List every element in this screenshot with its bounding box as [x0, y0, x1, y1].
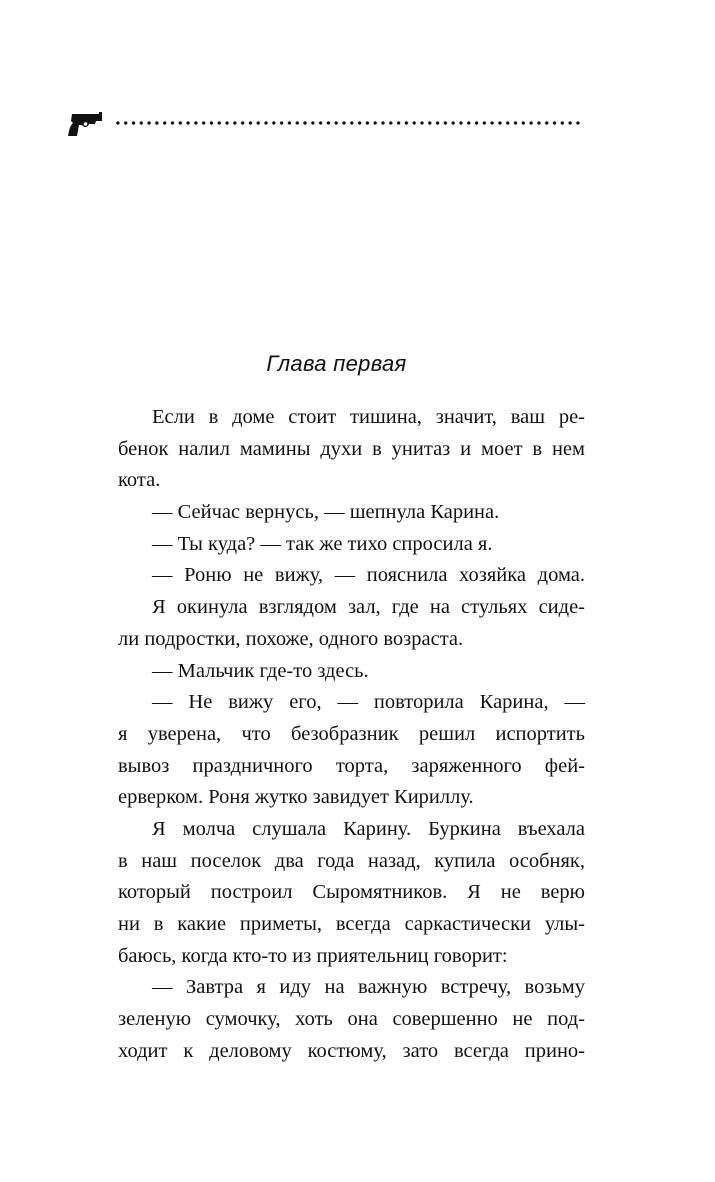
text-line: — Завтра я иду на важную встречу, возьму	[152, 976, 585, 999]
text-line: баюсь, когда кто-то из приятельниц говорит:	[118, 944, 508, 967]
text-line: — Сейчас вернусь, — шепнула Карина.	[152, 501, 500, 524]
text-line: кота.	[118, 469, 161, 492]
text-line: — Ты куда? — так же тихо спросила я.	[152, 532, 493, 555]
text-line: ходит к деловому костюму, зато всегда прино-	[118, 1039, 585, 1062]
text-line: зеленую сумочку, хоть она совершенно не под-	[118, 1008, 585, 1031]
dotted-rule	[114, 121, 582, 125]
chapter-title: Глава первая	[266, 351, 407, 376]
text-line: вывоз праздничного торта, заряженного фей-	[118, 754, 585, 777]
revolver-icon	[66, 112, 106, 140]
text-line: — Мальчик где-то здесь.	[152, 659, 369, 682]
text-line: Если в доме стоит тишина, значит, ваш ре-	[152, 406, 585, 428]
text-line: Я молча слушала Карину. Буркина въехала	[152, 817, 585, 840]
text-line: — Роню не вижу, — пояснила хозяйка дома.	[152, 564, 585, 587]
text-line: который построил Сыромятников. Я не верю	[118, 881, 585, 904]
text-line: ерверком. Роня жутко завидует Кириллу.	[118, 786, 474, 809]
header-rule	[66, 112, 586, 140]
text-line: бенок налил мамины духи в унитаз и моет в нем	[118, 437, 585, 460]
text-line: в наш поселок два года назад, купила особняк,	[118, 849, 585, 872]
text-line: ли подростки, похоже, одного возраста.	[118, 627, 464, 650]
text-line: — Не вижу его, — повторила Карина, —	[152, 691, 585, 714]
text-line: Я окинула взглядом зал, где на стульях сиде-	[152, 596, 585, 619]
body-text	[118, 402, 585, 1067]
text-line: я уверена, что безобразник решил испортить	[118, 722, 585, 745]
text-line: ни в какие приметы, всегда саркастически улы-	[118, 913, 585, 935]
